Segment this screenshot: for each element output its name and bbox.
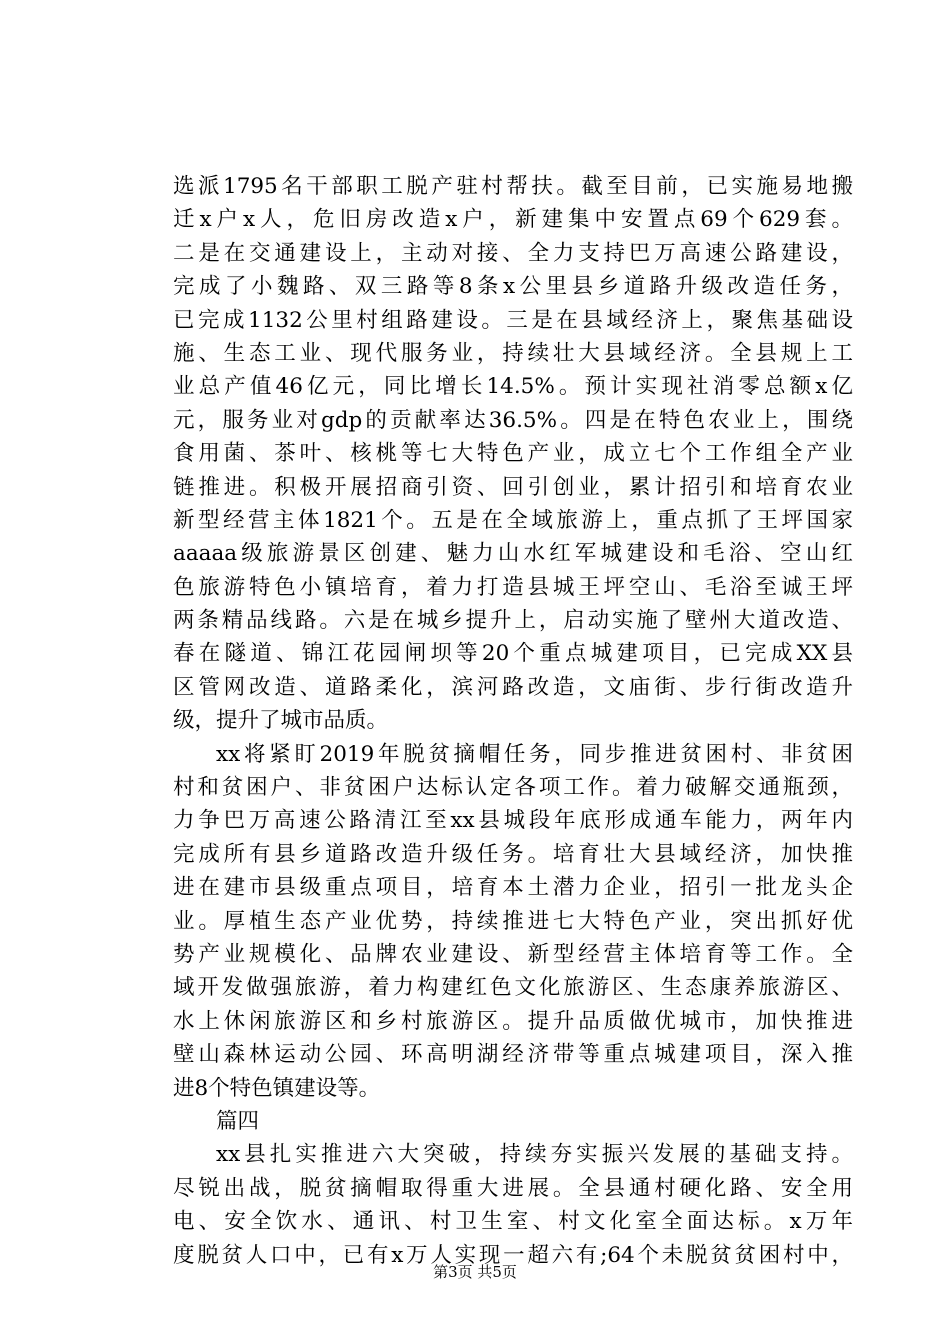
paragraph-4 (173, 1138, 853, 1272)
paragraph-1 (173, 170, 853, 738)
text-line: 水上休闲旅游区和乡村旅游区。提升品质做优城市，加快推进 (173, 1008, 853, 1034)
text-line: 力争巴万高速公路清江至xx县城段年底形成通车能力，两年内 (173, 808, 853, 834)
text-line: 度脱贫人口中，已有x万人实现一超六有;64个未脱贫贫困村中， (173, 1242, 853, 1268)
text-line: 壁山森林运动公园、环高明湖经济带等重点城建项目，深入推 (173, 1042, 853, 1068)
section-title: 篇四 (216, 1108, 260, 1134)
text-line: 进在建市县级重点项目，培育本土潜力企业，招引一批龙头企 (173, 875, 853, 901)
text-line: 级，提升了城市品质。 (173, 708, 389, 734)
text-line-indented: xx县扎实推进六大突破，持续夯实振兴发展的基础支持。 (216, 1142, 853, 1168)
section-heading (173, 1105, 853, 1138)
text-line: 迁x户x人，危旧房改造x户，新建集中安置点69个629套。 (173, 207, 853, 233)
text-line: 链推进。积极开展招商引资、回引创业，累计招引和培育农业 (173, 474, 853, 500)
text-line: 春在隧道、锦江花园闸坝等20个重点城建项目，已完成XX县 (173, 641, 853, 667)
text-line: 元，服务业对gdp的贡献率达36.5%。四是在特色农业上，围绕 (173, 407, 853, 433)
text-line: aaaaa级旅游景区创建、魅力山水红军城建设和毛浴、空山红 (173, 541, 853, 567)
text-line: 已完成1132公里村组路建设。三是在县域经济上，聚焦基础设 (173, 307, 853, 333)
page-number: 第3页 共5页 (433, 1263, 517, 1281)
text-line: 新型经营主体1821个。五是在全域旅游上，重点抓了王坪国家 (173, 507, 853, 533)
document-body (173, 170, 853, 1272)
text-line: 势产业规模化、品牌农业建设、新型经营主体培育等工作。全 (173, 941, 853, 967)
text-line: 色旅游特色小镇培育，着力打造县城王坪空山、毛浴至诚王坪 (173, 574, 853, 600)
text-line: 二是在交通建设上，主动对接、全力支持巴万高速公路建设， (173, 240, 853, 266)
text-line: 域开发做强旅游，着力构建红色文化旅游区、生态康养旅游区、 (173, 975, 853, 1001)
page-footer (0, 1262, 950, 1282)
text-line: 村和贫困户、非贫困户达标认定各项工作。着力破解交通瓶颈， (173, 775, 853, 801)
text-line: 尽锐出战，脱贫摘帽取得重大进展。全县通村硬化路、安全用 (173, 1175, 853, 1201)
text-line: 两条精品线路。六是在城乡提升上，启动实施了壁州大道改造、 (173, 608, 853, 634)
text-line: 完成所有县乡道路改造升级任务。培育壮大县域经济，加快推 (173, 841, 853, 867)
text-line: 施、生态工业、现代服务业，持续壮大县域经济。全县规上工 (173, 340, 853, 366)
text-line: 区管网改造、道路柔化，滨河路改造，文庙街、步行街改造升 (173, 674, 853, 700)
paragraph-2 (173, 738, 853, 1105)
text-line: 选派1795名干部职工脱产驻村帮扶。截至目前，已实施易地搬 (173, 174, 853, 199)
text-line: 电、安全饮水、通讯、村卫生室、村文化室全面达标。x万年 (173, 1209, 853, 1235)
text-line: 业总产值46亿元，同比增长14.5%。预计实现社消零总额x亿 (173, 374, 853, 400)
text-line: 进8个特色镇建设等。 (173, 1075, 381, 1101)
text-line: 业。厚植生态产业优势，持续推进七大特色产业，突出抓好优 (173, 908, 853, 934)
text-line-indented: xx将紧盯2019年脱贫摘帽任务，同步推进贫困村、非贫困 (216, 741, 853, 767)
text-line: 完成了小魏路、双三路等8条x公里县乡道路升级改造任务， (173, 274, 853, 300)
text-line: 食用菌、茶叶、核桃等七大特色产业，成立七个工作组全产业 (173, 441, 853, 467)
